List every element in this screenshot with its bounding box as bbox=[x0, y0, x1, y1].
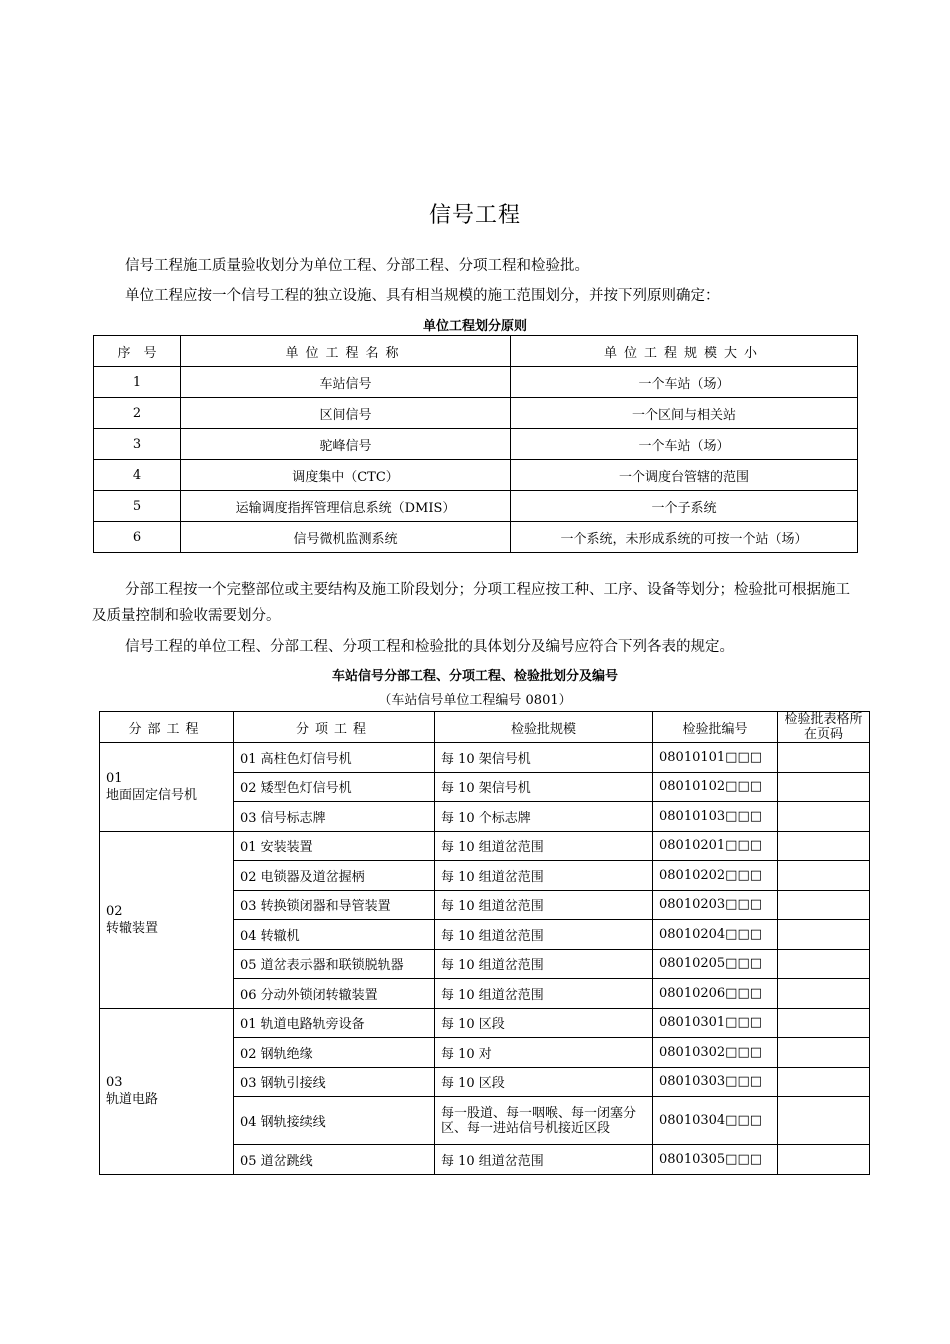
cell-scale: 每 10 组道岔范围 bbox=[435, 831, 653, 861]
cell-scale: 每 10 组道岔范围 bbox=[435, 979, 653, 1009]
cell-item: 04 转辙机 bbox=[234, 920, 435, 950]
cell-scale: 每 10 区段 bbox=[435, 1008, 653, 1038]
table-header-row bbox=[100, 712, 870, 743]
cell-unit-scale: 一个系统，未形成系统的可按一个站（场） bbox=[511, 522, 858, 553]
cell-code: 08010202□□□ bbox=[653, 861, 778, 891]
cell-unit-name: 区间信号 bbox=[181, 398, 511, 429]
group-name: 轨道电路 bbox=[106, 1092, 159, 1107]
cell-page bbox=[778, 1145, 870, 1175]
cell-page bbox=[778, 1067, 870, 1097]
cell-unit-scale: 一个区间与相关站 bbox=[511, 398, 858, 429]
group-cell bbox=[100, 1008, 234, 1174]
group-code: 02 bbox=[106, 903, 123, 919]
cell-page bbox=[778, 890, 870, 920]
cell-item: 01 安装装置 bbox=[234, 831, 435, 861]
cell-seq: 2 bbox=[94, 398, 181, 429]
cell-code: 08010206□□□ bbox=[653, 979, 778, 1009]
col-header-batch-number: 检验批编号 bbox=[653, 712, 778, 743]
cell-code: 08010305□□□ bbox=[653, 1145, 778, 1175]
intro-paragraph-1: 信号工程施工质量验收划分为单位工程、分部工程、分项工程和检验批。 bbox=[125, 258, 589, 274]
cell-code: 08010204□□□ bbox=[653, 920, 778, 950]
cell-page bbox=[778, 831, 870, 861]
cell-page bbox=[778, 743, 870, 773]
cell-scale: 每 10 架信号机 bbox=[435, 772, 653, 802]
cell-scale: 每 10 对 bbox=[435, 1038, 653, 1068]
cell-item: 03 钢轨引接线 bbox=[234, 1067, 435, 1097]
table-row bbox=[100, 1008, 870, 1038]
cell-scale: 每 10 组道岔范围 bbox=[435, 949, 653, 979]
table-row bbox=[94, 522, 858, 553]
cell-item: 06 分动外锁闭转辙装置 bbox=[234, 979, 435, 1009]
cell-unit-name: 车站信号 bbox=[181, 367, 511, 398]
cell-item: 01 高柱色灯信号机 bbox=[234, 743, 435, 773]
cell-page bbox=[778, 949, 870, 979]
cell-unit-scale: 一个调度台管辖的范围 bbox=[511, 460, 858, 491]
table-row bbox=[94, 460, 858, 491]
col-header-item-project: 分项工程 bbox=[234, 712, 435, 743]
cell-scale: 每 10 组道岔范围 bbox=[435, 861, 653, 891]
group-code: 01 bbox=[106, 770, 123, 786]
cell-code: 08010203□□□ bbox=[653, 890, 778, 920]
cell-code: 08010205□□□ bbox=[653, 949, 778, 979]
col-header-unit-scale: 单位工程规模大小 bbox=[511, 336, 858, 367]
middle-paragraph-1: 分部工程按一个完整部位或主要结构及施工阶段划分；分项工程应按工种、工序、设备等划分；检验批可根据施工及质量控制和验收需要划分。 bbox=[92, 582, 850, 624]
col-header-seq: 序 号 bbox=[94, 336, 181, 367]
cell-code: 08010103□□□ bbox=[653, 802, 778, 832]
cell-item: 03 转换锁闭器和导管装置 bbox=[234, 890, 435, 920]
table-row bbox=[94, 491, 858, 522]
cell-scale: 每 10 个标志牌 bbox=[435, 802, 653, 832]
cell-unit-name: 驼峰信号 bbox=[181, 429, 511, 460]
col-header-page-number: 检验批表格所在页码 bbox=[778, 712, 870, 743]
cell-seq: 3 bbox=[94, 429, 181, 460]
table2-caption: 车站信号分部工程、分项工程、检验批划分及编号 bbox=[331, 669, 618, 684]
table-row bbox=[94, 367, 858, 398]
group-cell bbox=[100, 831, 234, 1008]
cell-scale: 每 10 区段 bbox=[435, 1067, 653, 1097]
cell-code: 08010304□□□ bbox=[653, 1097, 778, 1145]
cell-scale: 每 10 组道岔范围 bbox=[435, 1145, 653, 1175]
cell-item: 02 电锁器及道岔握柄 bbox=[234, 861, 435, 891]
cell-unit-scale: 一个子系统 bbox=[511, 491, 858, 522]
cell-page bbox=[778, 979, 870, 1009]
cell-page bbox=[778, 1008, 870, 1038]
cell-item: 03 信号标志牌 bbox=[234, 802, 435, 832]
cell-item: 05 道岔跳线 bbox=[234, 1145, 435, 1175]
cell-code: 08010201□□□ bbox=[653, 831, 778, 861]
group-name: 地面固定信号机 bbox=[106, 787, 198, 803]
middle-paragraph-2: 信号工程的单位工程、分部工程、分项工程和检验批的具体划分及编号应符合下列各表的规定。 bbox=[125, 639, 734, 655]
cell-page bbox=[778, 772, 870, 802]
group-code: 03 bbox=[106, 1075, 123, 1090]
cell-code: 08010303□□□ bbox=[653, 1067, 778, 1097]
table-row bbox=[94, 398, 858, 429]
intro-paragraph-2: 单位工程应按一个信号工程的独立设施、具有相当规模的施工范围划分，并按下列原则确定： bbox=[125, 288, 720, 304]
cell-scale: 每一股道、每一咽喉、每一闭塞分区、每一进站信号机接近区段 bbox=[435, 1097, 653, 1145]
col-header-batch-scale: 检验批规模 bbox=[435, 712, 653, 743]
cell-seq: 1 bbox=[94, 367, 181, 398]
group-cell bbox=[100, 743, 234, 832]
cell-unit-name: 运输调度指挥管理信息系统（DMIS） bbox=[181, 491, 511, 522]
cell-page bbox=[778, 1097, 870, 1145]
cell-unit-scale: 一个车站（场） bbox=[511, 367, 858, 398]
cell-item: 02 矮型色灯信号机 bbox=[234, 772, 435, 802]
cell-item: 02 钢轨绝缘 bbox=[234, 1038, 435, 1068]
cell-page bbox=[778, 802, 870, 832]
table-row bbox=[94, 429, 858, 460]
unit-division-table bbox=[93, 335, 858, 553]
cell-seq: 4 bbox=[94, 460, 181, 491]
cell-page bbox=[778, 920, 870, 950]
table-header-row bbox=[94, 336, 858, 367]
cell-unit-scale: 一个车站（场） bbox=[511, 429, 858, 460]
cell-item: 04 钢轨接续线 bbox=[234, 1097, 435, 1145]
cell-unit-name: 调度集中（CTC） bbox=[181, 460, 511, 491]
page-title: 信号工程 bbox=[428, 203, 521, 228]
table-row bbox=[100, 831, 870, 861]
cell-page bbox=[778, 1038, 870, 1068]
table1-caption: 单位工程划分原则 bbox=[422, 319, 527, 334]
col-header-unit-name: 单位工程名称 bbox=[181, 336, 511, 367]
cell-scale: 每 10 组道岔范围 bbox=[435, 890, 653, 920]
cell-scale: 每 10 组道岔范围 bbox=[435, 920, 653, 950]
cell-item: 05 道岔表示器和联锁脱轨器 bbox=[234, 949, 435, 979]
cell-code: 08010302□□□ bbox=[653, 1038, 778, 1068]
cell-code: 08010102□□□ bbox=[653, 772, 778, 802]
station-signal-division-table bbox=[99, 711, 870, 1175]
cell-code: 08010301□□□ bbox=[653, 1008, 778, 1038]
table2-subcaption: （车站信号单位工程编号 0801） bbox=[378, 693, 572, 708]
cell-page bbox=[778, 861, 870, 891]
group-name: 转辙装置 bbox=[106, 920, 159, 936]
cell-item: 01 轨道电路轨旁设备 bbox=[234, 1008, 435, 1038]
cell-unit-name: 信号微机监测系统 bbox=[181, 522, 511, 553]
table-row bbox=[100, 743, 870, 773]
cell-seq: 6 bbox=[94, 522, 181, 553]
cell-code: 08010101□□□ bbox=[653, 743, 778, 773]
cell-scale: 每 10 架信号机 bbox=[435, 743, 653, 773]
col-header-sub-project: 分部工程 bbox=[100, 712, 234, 743]
cell-seq: 5 bbox=[94, 491, 181, 522]
